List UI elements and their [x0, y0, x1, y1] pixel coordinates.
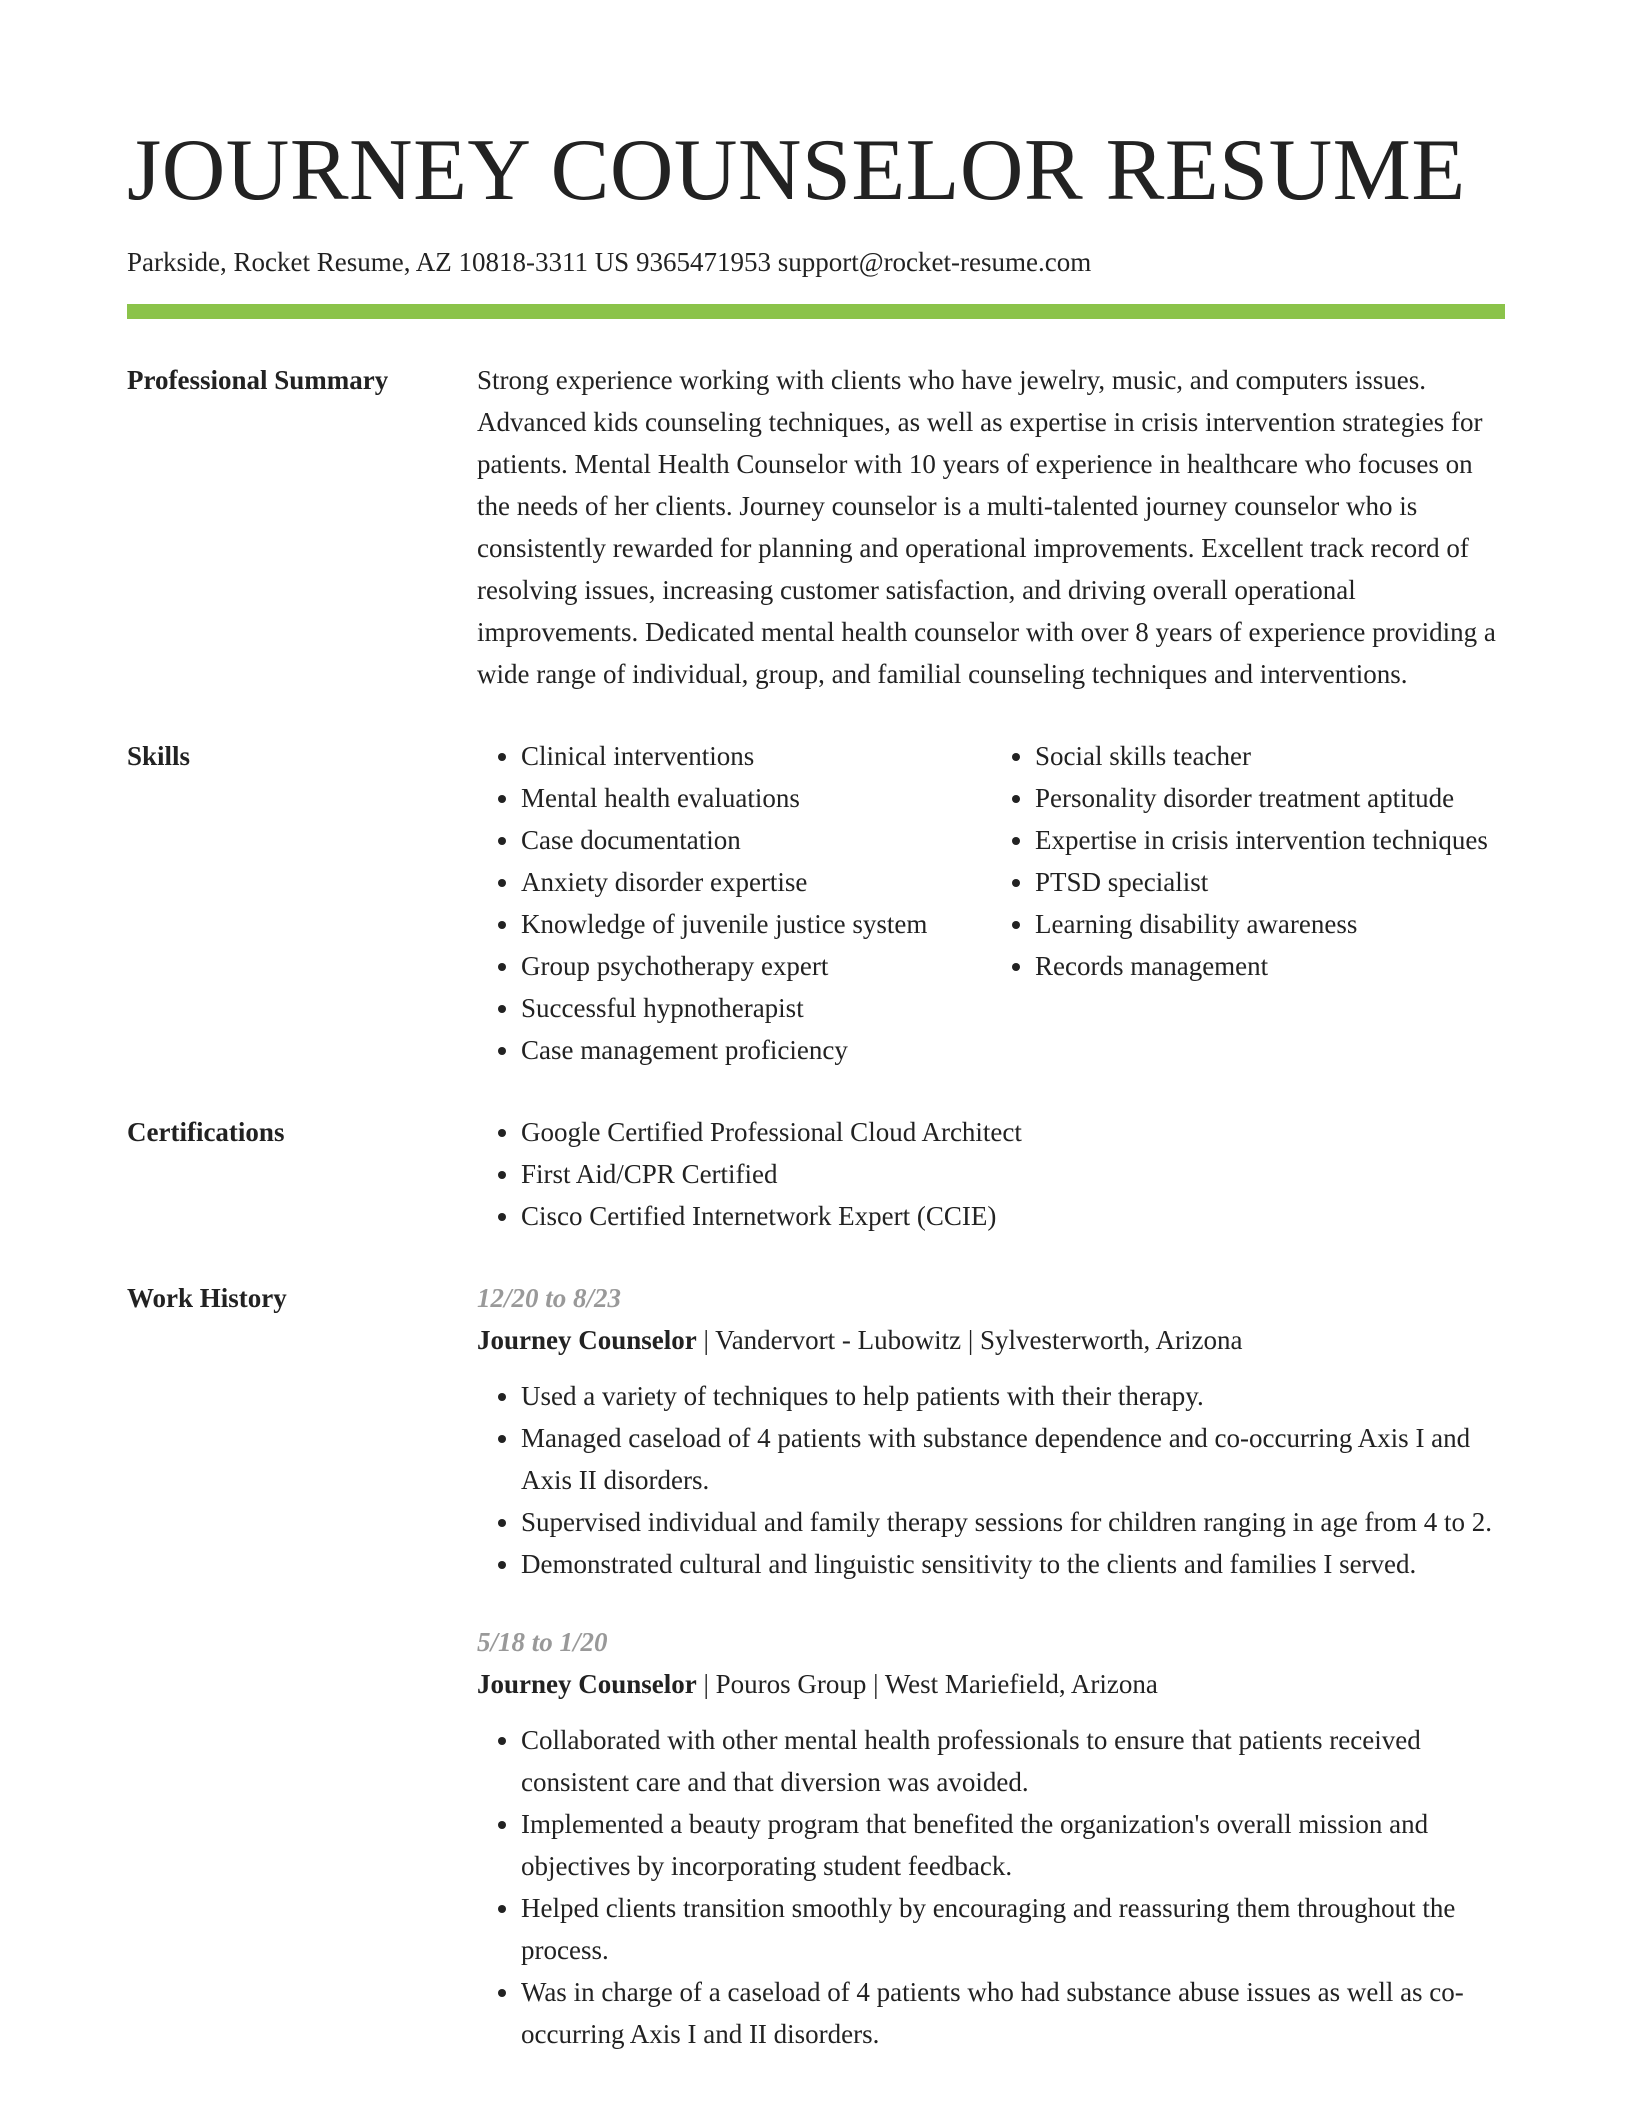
skills-column-right	[991, 735, 1505, 1071]
skill-item: • Knowledge of juvenile justice system	[521, 903, 991, 945]
job-entry	[477, 1621, 1505, 2055]
skill-item: • Group psychotherapy expert	[521, 945, 991, 987]
skill-item: • Successful hypnotherapist	[521, 987, 991, 1029]
job-duties-list	[477, 1375, 1505, 1585]
section-label-skills: Skills	[127, 741, 191, 771]
skill-item: • PTSD specialist	[1035, 861, 1505, 903]
job-duty-item: • Helped clients transition smoothly by encouraging and reassuring them throughout the process.	[521, 1887, 1505, 1971]
work-history-body	[477, 1277, 1505, 2055]
accent-divider	[127, 304, 1505, 319]
job-title: Journey Counselor	[477, 1669, 697, 1699]
job-dates: 12/20 to 8/23	[477, 1283, 622, 1313]
skill-item: • Case documentation	[521, 819, 991, 861]
certification-item: • Cisco Certified Internetwork Expert (CCIE)	[521, 1195, 1505, 1237]
job-duty-item: • Implemented a beauty program that benefited the organization's overall mission and objectives by incorporating student feedback.	[521, 1803, 1505, 1887]
skills-column-left	[477, 735, 991, 1071]
job-duty-item: • Supervised individual and family therapy sessions for children ranging in age from 4 to 2.	[521, 1501, 1505, 1543]
certification-item: • First Aid/CPR Certified	[521, 1153, 1505, 1195]
job-duties-list	[477, 1719, 1505, 2055]
skill-item: • Learning disability awareness	[1035, 903, 1505, 945]
job-title: Journey Counselor	[477, 1325, 697, 1355]
skill-item: • Records management	[1035, 945, 1505, 987]
certifications-section	[127, 1111, 1505, 1237]
contact-line: Parkside, Rocket Resume, AZ 10818-3311 US 9365471953 support@rocket-resume.com	[127, 247, 1092, 277]
job-duty-item: • Was in charge of a caseload of 4 patients who had substance abuse issues as well as co-occurring Axis I and II disorders.	[521, 1971, 1505, 2055]
job-employer-location: | Pouros Group | West Mariefield, Arizona	[696, 1669, 1158, 1699]
job-employer-location: | Vandervort - Lubowitz | Sylvesterworth, Arizona	[696, 1325, 1243, 1355]
section-label-summary: Professional Summary	[127, 365, 389, 395]
job-duty-item: • Collaborated with other mental health professionals to ensure that patients received consistent care and that diversion was avoided.	[521, 1719, 1505, 1803]
skill-item: • Personality disorder treatment aptitude	[1035, 777, 1505, 819]
job-entry	[477, 1277, 1505, 1585]
skill-item: • Case management proficiency	[521, 1029, 991, 1071]
skills-list-left	[477, 735, 991, 1071]
summary-text: Strong experience working with clients who have jewelry, music, and computers issues. Advanced kids counseling techniques, as well as expertise in crisis intervention strategies for patients. Mental Health Counselor with 10 years of experience in healthcare who focuses on the needs of her clients. Journey counselor is a multi-talented journey counselor who is consistently rewarded for planning and operational improvements. Excellent track record of resolving issues, increasing customer satisfaction, and driving overall operational improvements. Dedicated mental health counselor with over 8 years of experience providing a wide range of individual, group, and familial counseling techniques and interventions.	[477, 365, 1496, 689]
job-heading	[477, 1663, 1505, 1705]
skill-item: • Social skills teacher	[1035, 735, 1505, 777]
summary-section	[127, 359, 1505, 695]
skill-item: • Anxiety disorder expertise	[521, 861, 991, 903]
skill-item: • Expertise in crisis intervention techniques	[1035, 819, 1505, 861]
work-history-section	[127, 1277, 1505, 2055]
certifications-body	[477, 1111, 1505, 1237]
skills-grid	[477, 735, 1505, 1071]
skill-item: • Mental health evaluations	[521, 777, 991, 819]
job-duty-item: • Managed caseload of 4 patients with substance dependence and co-occurring Axis I and Axis II disorders.	[521, 1417, 1505, 1501]
resume-title: JOURNEY COUNSELOR RESUME	[127, 122, 1466, 219]
job-duty-item: • Used a variety of techniques to help patients with their therapy.	[521, 1375, 1505, 1417]
certification-item: • Google Certified Professional Cloud Architect	[521, 1111, 1505, 1153]
section-label-work-history: Work History	[127, 1283, 287, 1313]
job-duty-item: • Demonstrated cultural and linguistic sensitivity to the clients and families I served.	[521, 1543, 1505, 1585]
skills-section	[127, 735, 1505, 1071]
certifications-list	[477, 1111, 1505, 1237]
summary-body	[477, 359, 1505, 695]
skill-item: • Clinical interventions	[521, 735, 991, 777]
skills-list-right	[991, 735, 1505, 987]
section-label-certifications: Certifications	[127, 1117, 285, 1147]
job-heading	[477, 1319, 1505, 1361]
job-dates: 5/18 to 1/20	[477, 1627, 608, 1657]
